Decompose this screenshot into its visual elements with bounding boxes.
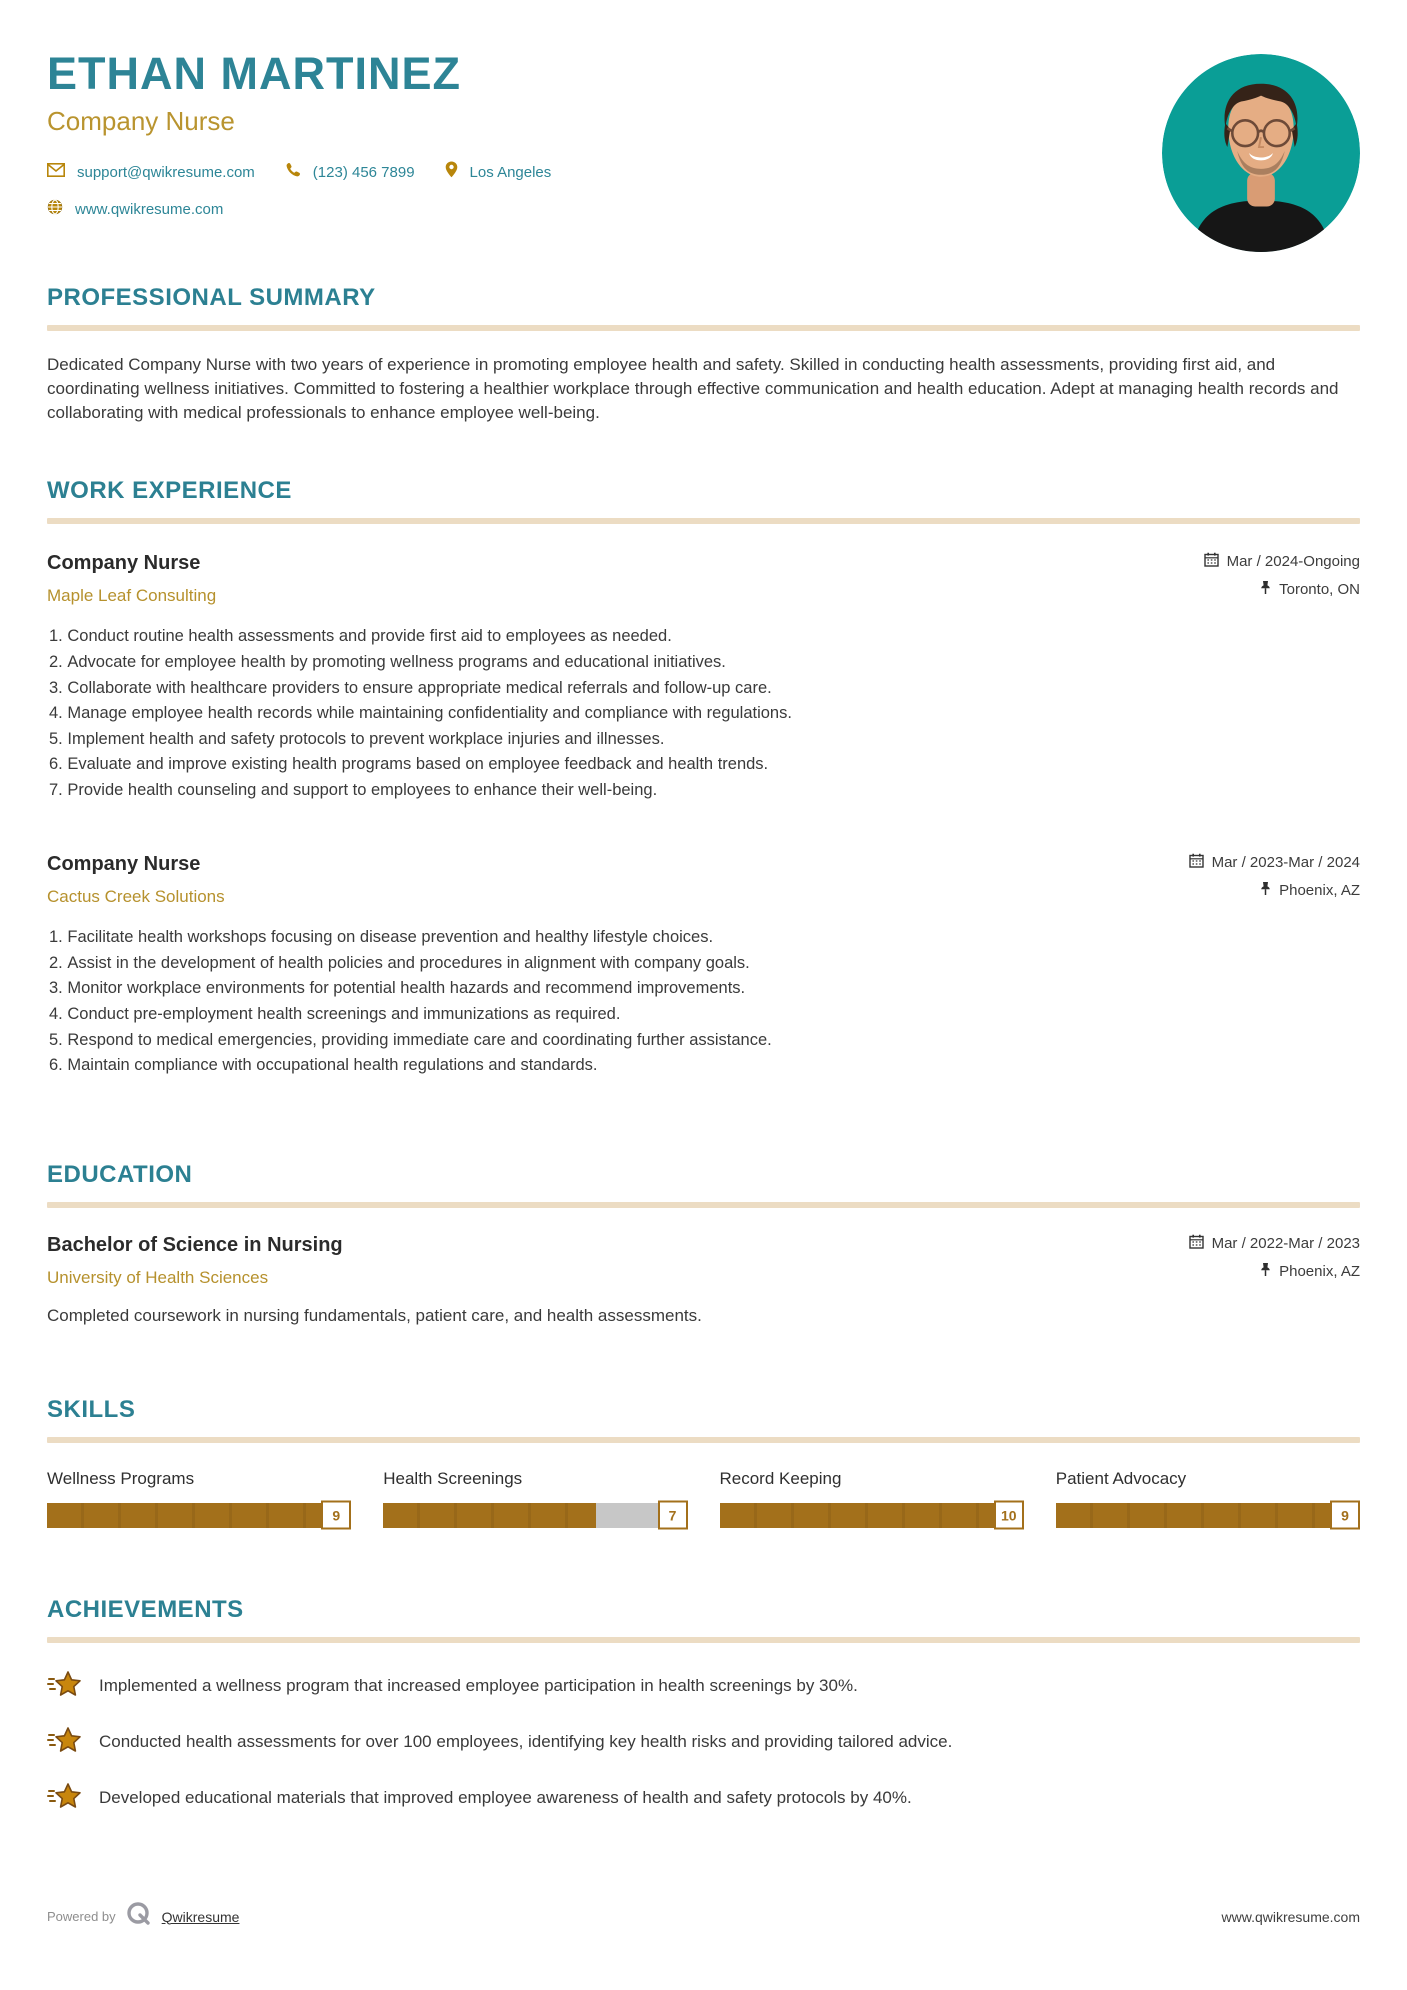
contact-email-text[interactable]: support@qwikresume.com: [77, 163, 255, 181]
header-identity: [47, 50, 1162, 220]
calendar-icon: [1189, 1234, 1204, 1253]
skill-name: Health Screenings: [383, 1468, 523, 1488]
section-divider: [47, 1202, 1360, 1208]
duty-item: 5. Respond to medical emergencies, providing immediate care and coordinating further assistance.: [49, 1028, 1360, 1054]
shooting-star-icon: [47, 1781, 81, 1816]
contact-phone-text: (123) 456 7899: [312, 163, 415, 181]
skill-bar: [383, 1503, 687, 1528]
profile-photo: [1162, 54, 1360, 252]
calendar-icon: [1204, 552, 1219, 571]
job-title: Company Nurse: [47, 552, 201, 575]
pushpin-icon: [1260, 881, 1271, 900]
qwikresume-logo-icon: [126, 1901, 152, 1932]
job-location: Toronto, ON: [1279, 581, 1360, 599]
achievements-heading: ACHIEVEMENTS: [47, 1595, 244, 1623]
achievement-text: Implemented a wellness program that increased employee participation in health screenings by 30%.: [99, 1676, 858, 1696]
skill-bar: [47, 1503, 351, 1528]
job-meta: [1189, 853, 1360, 900]
person-name: ETHAN MARTINEZ: [47, 48, 461, 99]
summary-heading: PROFESSIONAL SUMMARY: [47, 284, 376, 311]
contact-website-text[interactable]: www.qwikresume.com: [75, 201, 224, 219]
powered-by-label: Powered by: [47, 1909, 116, 1924]
footer-brand: [47, 1901, 239, 1932]
work-heading: WORK EXPERIENCE: [47, 477, 292, 505]
section-divider: [47, 518, 1360, 524]
job-dates: Mar / 2023-Mar / 2024: [1211, 854, 1360, 872]
contact-row-secondary: [47, 199, 1162, 220]
duty-item: 6. Evaluate and improve existing health programs based on employee feedback and health trends.: [49, 752, 1360, 778]
achievement-item: [47, 1725, 1360, 1760]
skills-heading: SKILLS: [47, 1395, 136, 1423]
section-divider: [47, 1637, 1360, 1643]
summary-text: Dedicated Company Nurse with two years of experience in promoting employee health and safety. Skilled in conducting health assessments, providing first aid, and coordinating wellness initiatives. Committed to fostering a healthier workplace through effective communication and health education. Adept at managing health records and collaborating with medical professionals to enhance employee well-being.: [47, 355, 1339, 423]
job-title-company: [47, 552, 216, 606]
pushpin-icon: [1260, 1262, 1271, 1281]
skill-item: [47, 1469, 351, 1528]
section-divider: [47, 1437, 1360, 1443]
header: [47, 50, 1360, 252]
job-location: Phoenix, AZ: [1279, 882, 1360, 900]
email-icon: [47, 163, 65, 182]
contact-row-primary: [47, 161, 1162, 183]
education-degree-school: [47, 1234, 343, 1288]
section-professional-summary: [47, 284, 1360, 425]
calendar-icon: [1189, 853, 1204, 872]
education-meta: [1189, 1234, 1360, 1281]
skill-rating-badge: 9: [321, 1501, 351, 1530]
job-duties-list: [47, 925, 1360, 1078]
contact-phone: [285, 162, 415, 183]
education-location-line: [1189, 1262, 1360, 1281]
job-title-company: [47, 853, 225, 907]
education-degree: Bachelor of Science in Nursing: [47, 1233, 343, 1256]
section-divider: [47, 325, 1360, 331]
job-meta: [1204, 552, 1360, 599]
job-header: [47, 552, 1360, 606]
skill-rating-badge: 7: [658, 1501, 688, 1530]
skill-item: [1056, 1469, 1360, 1528]
education-heading: EDUCATION: [47, 1160, 193, 1188]
duty-item: 1. Conduct routine health assessments and provide first aid to employees as needed.: [49, 624, 1360, 650]
achievement-text: Developed educational materials that improved employee awareness of health and safety protocols by 40%.: [99, 1788, 912, 1808]
skill-bar-fill: [383, 1503, 596, 1528]
section-work-experience: [47, 477, 1360, 1078]
skill-item: [383, 1469, 687, 1528]
section-achievements: [47, 1596, 1360, 1816]
job-entry: [47, 853, 1360, 1078]
duty-item: 3. Monitor workplace environments for potential health hazards and recommend improvements.: [49, 976, 1360, 1002]
skill-bar-fill: [1056, 1503, 1330, 1528]
job-dates-line: [1189, 853, 1360, 872]
duty-item: 1. Facilitate health workshops focusing on disease prevention and healthy lifestyle choices.: [49, 925, 1360, 951]
profile-photo-illustration: [1162, 54, 1360, 252]
job-location-line: [1189, 881, 1360, 900]
education-header: [47, 1234, 1360, 1288]
job-location-line: [1204, 580, 1360, 599]
phone-icon: [285, 162, 301, 183]
skill-item: [720, 1469, 1024, 1528]
education-dates-line: [1189, 1234, 1360, 1253]
duty-item: 5. Implement health and safety protocols to prevent workplace injuries and illnesses.: [49, 727, 1360, 753]
education-dates: Mar / 2022-Mar / 2023: [1211, 1234, 1360, 1252]
skill-bar: [1056, 1503, 1360, 1528]
skill-name: Record Keeping: [719, 1468, 842, 1488]
education-entry: [47, 1234, 1360, 1326]
qwikresume-brand-link[interactable]: Qwikresume: [161, 1908, 240, 1925]
education-school: University of Health Sciences: [47, 1267, 269, 1287]
skill-name: Patient Advocacy: [1055, 1468, 1187, 1488]
contact-location: [445, 161, 552, 183]
achievement-text: Conducted health assessments for over 100 employees, identifying key health risks and providing tailored advice.: [99, 1732, 953, 1752]
duty-item: 6. Maintain compliance with occupational health regulations and standards.: [49, 1053, 1360, 1079]
section-skills: [47, 1396, 1360, 1528]
job-title: Company Nurse: [47, 853, 201, 876]
skill-rating-badge: 10: [994, 1501, 1024, 1530]
shooting-star-icon: [47, 1725, 81, 1760]
duty-item: 3. Collaborate with healthcare providers to ensure appropriate medical referrals and follow-up care.: [49, 676, 1360, 702]
achievement-item: [47, 1669, 1360, 1704]
education-description: Completed coursework in nursing fundamentals, patient care, and health assessments.: [47, 1305, 702, 1325]
duty-item: 2. Assist in the development of health policies and procedures in alignment with company goals.: [49, 951, 1360, 977]
skills-grid: [47, 1469, 1360, 1528]
job-dates-line: [1204, 552, 1360, 571]
globe-icon: [47, 199, 63, 220]
pushpin-icon: [1260, 580, 1271, 599]
skill-name: Wellness Programs: [47, 1468, 195, 1488]
skill-bar: [720, 1503, 1024, 1528]
contact-website[interactable]: [47, 199, 223, 220]
skill-bar-fill: [47, 1503, 321, 1528]
footer-website[interactable]: www.qwikresume.com: [1221, 1908, 1360, 1925]
job-header: [47, 853, 1360, 907]
location-pin-icon: [445, 161, 458, 183]
achievement-item: [47, 1781, 1360, 1816]
duty-item: 4. Manage employee health records while maintaining confidentiality and compliance with regulations.: [49, 701, 1360, 727]
job-entry: [47, 552, 1360, 803]
job-company: Cactus Creek Solutions: [47, 887, 225, 907]
job-dates: Mar / 2024-Ongoing: [1226, 553, 1360, 571]
person-title: Company Nurse: [47, 106, 235, 137]
duty-item: 2. Advocate for employee health by promoting wellness programs and educational initiatives.: [49, 650, 1360, 676]
footer: [47, 1901, 1360, 1932]
skill-bar-fill: [720, 1503, 1024, 1528]
section-education: [47, 1161, 1360, 1326]
skill-rating-badge: 9: [1330, 1501, 1360, 1530]
job-company: Maple Leaf Consulting: [47, 586, 217, 606]
shooting-star-icon: [47, 1669, 81, 1704]
education-location: Phoenix, AZ: [1279, 1262, 1360, 1280]
contact-location-text: Los Angeles: [469, 163, 552, 181]
contact-email[interactable]: [47, 163, 255, 182]
job-duties-list: [47, 624, 1360, 803]
duty-item: 7. Provide health counseling and support to employees to enhance their well-being.: [49, 778, 1360, 804]
achievements-list: [47, 1669, 1360, 1816]
duty-item: 4. Conduct pre-employment health screenings and immunizations as required.: [49, 1002, 1360, 1028]
